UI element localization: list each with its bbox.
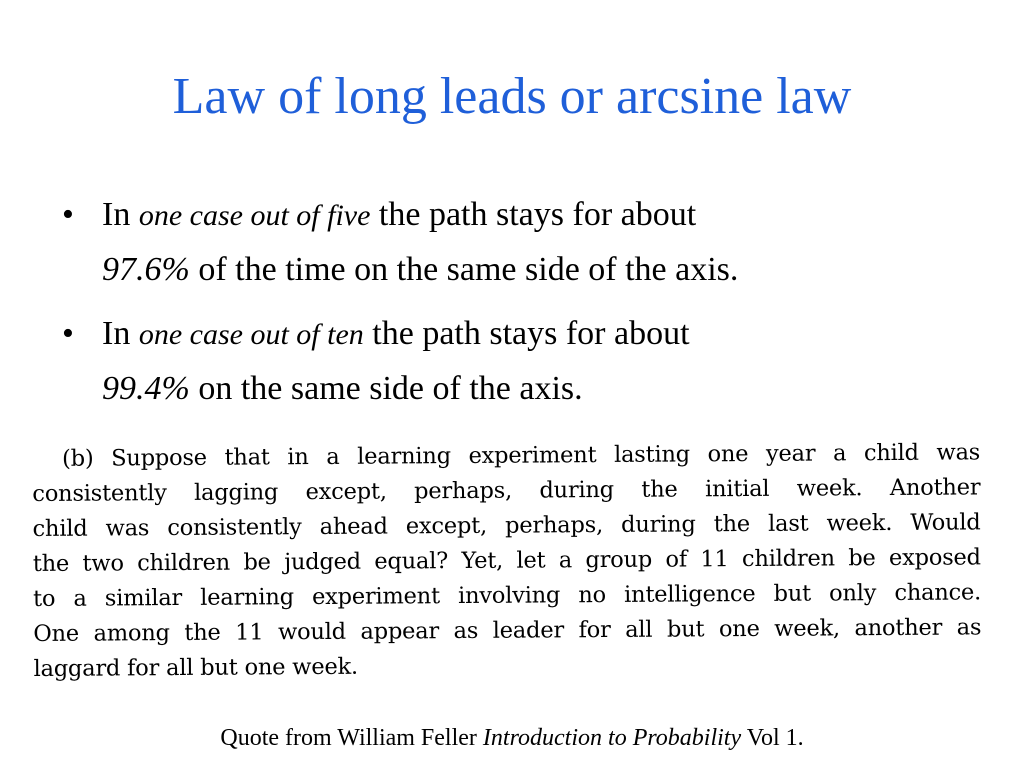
bullet-percent: 97.6% <box>102 251 190 288</box>
bullet-middle: the path stays for about <box>378 196 697 233</box>
bullet-icon: • <box>62 315 74 352</box>
bullet-middle: the path stays for about <box>372 315 690 352</box>
bullet-emphasis: one case out of ten <box>138 318 364 351</box>
quote-line: One among the 11 would appear as leader for all but one week, another as <box>33 614 982 647</box>
bullet-list <box>62 188 962 426</box>
quote-line: the two children be judged equal? Yet, let a group of 11 children be exposed <box>32 544 981 577</box>
bullet-emphasis: one case out of five <box>138 199 371 232</box>
bullet-item-five <box>62 188 962 297</box>
quote-label: (b) <box>62 445 94 472</box>
quote-line: (b) Suppose that in a learning experiment lasting one year a child was <box>62 439 981 472</box>
bullet-tail: on the same side of the axis. <box>198 370 583 407</box>
source-caption <box>0 720 1024 756</box>
quote-line: child was consistently ahead except, perhaps, during the last week. Would <box>32 509 981 542</box>
bullet-item-ten <box>62 307 962 416</box>
bullet-lead: In <box>102 196 131 233</box>
caption-prefix: Quote from William Feller <box>220 725 477 751</box>
caption-suffix: Vol 1. <box>746 725 804 751</box>
quote-line: laggard for all but one week. <box>33 653 359 682</box>
bullet-icon: • <box>62 196 74 233</box>
bullet-percent: 99.4% <box>102 370 190 407</box>
feller-quote-image <box>32 435 982 700</box>
bullet-lead: In <box>102 315 131 352</box>
quote-line: to a similar learning experiment involving no intelligence but only chance. <box>33 579 982 612</box>
bullet-tail: of the time on the same side of the axis. <box>198 251 739 288</box>
slide-title: Law of long leads or arcsine law <box>172 68 852 125</box>
quote-line: consistently lagging except, perhaps, during the initial week. Another <box>32 474 981 507</box>
caption-book-title: Introduction to Probability <box>482 725 742 751</box>
